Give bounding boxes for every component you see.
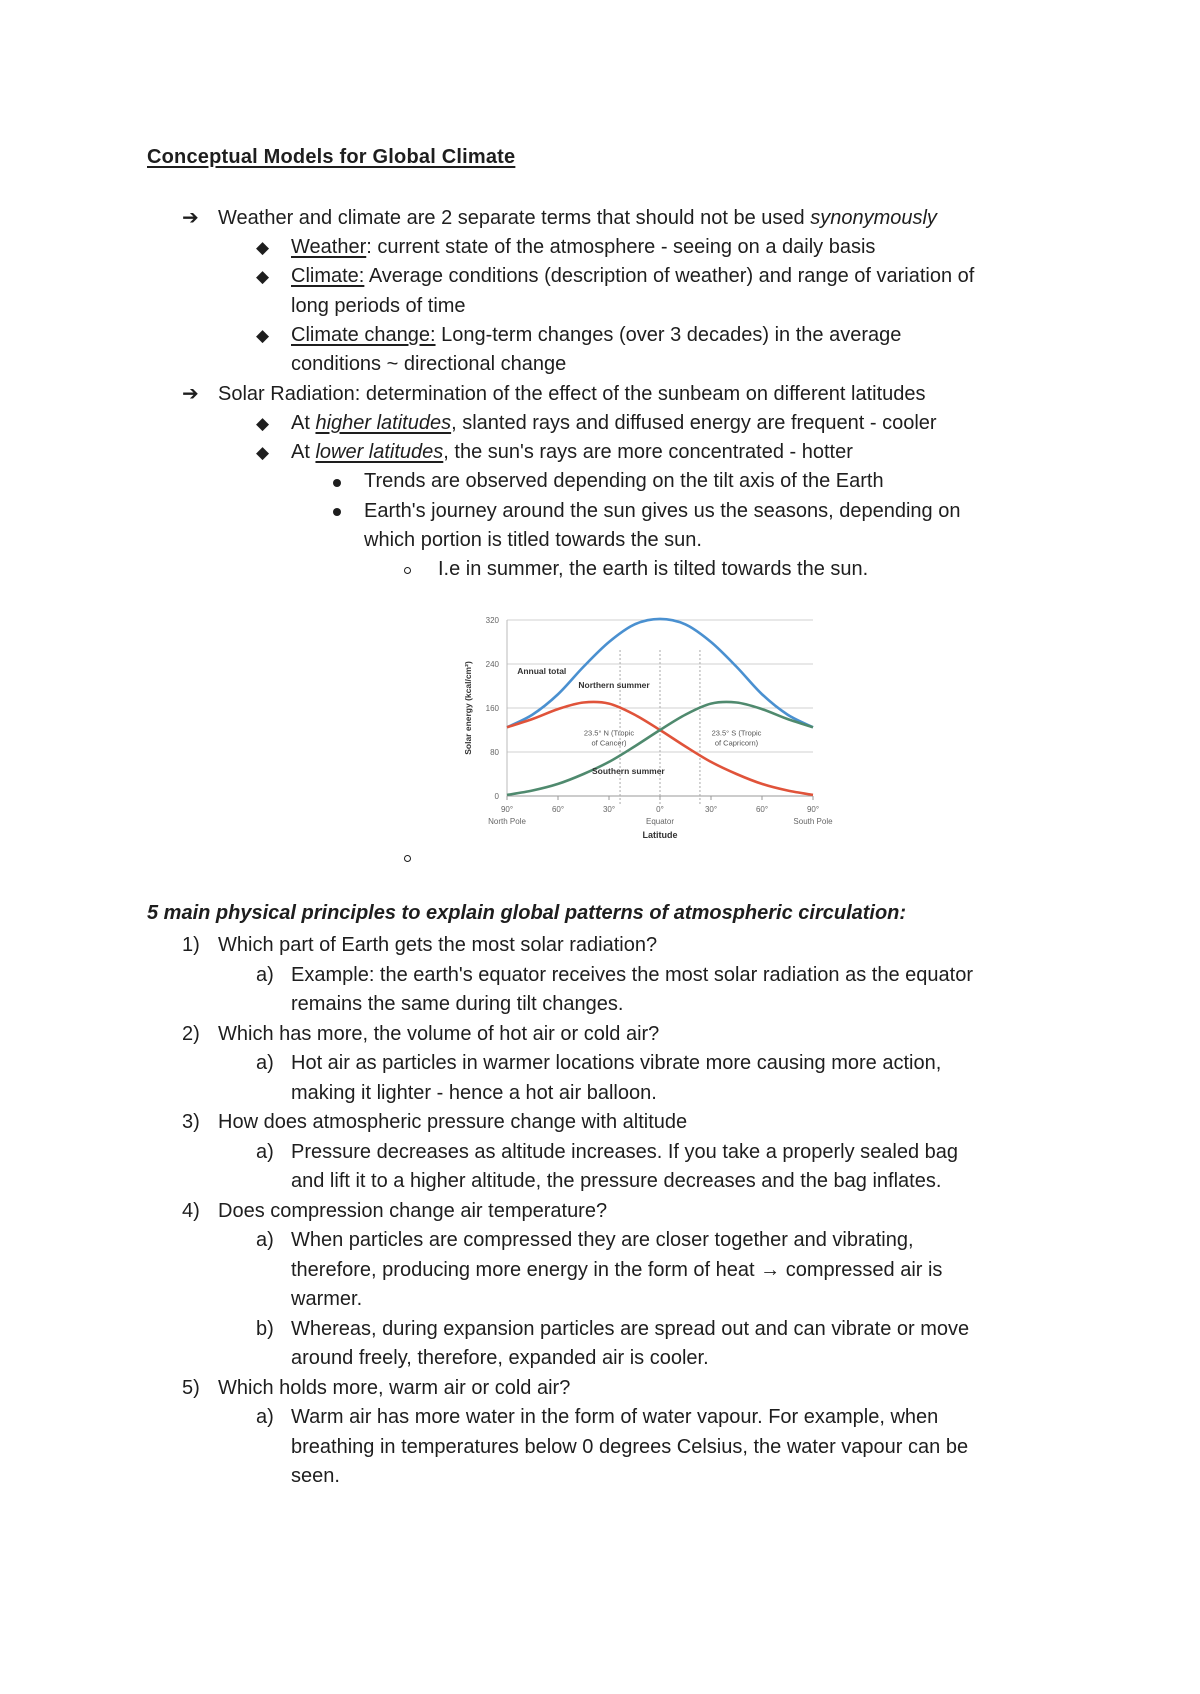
list-item-continuation: breathing in temperatures below 0 degrees Celsius, the water vapour can be xyxy=(291,1435,969,1458)
list-item: Pressure decreases as altitude increases. If you take a properly sealed bag xyxy=(291,1140,959,1163)
list-item-continuation: making it lighter - hence a hot air balloon. xyxy=(291,1081,657,1104)
list-item-continuation: therefore, producing more energy in the form of heat → compressed air is xyxy=(291,1258,943,1281)
list-number: 3) xyxy=(182,1111,200,1133)
y-tick-label: 160 xyxy=(485,704,499,713)
x-tick-label: 60° xyxy=(755,805,769,814)
annotation-label: 23.5° N (Tropic xyxy=(583,728,635,738)
list-item-continuation: long periods of time xyxy=(291,295,466,317)
y-tick-label: 80 xyxy=(490,748,499,757)
diamond-bullet-icon: ◆ xyxy=(256,414,270,433)
list-letter: a) xyxy=(256,1406,274,1428)
list-item-continuation: and lift it to a higher altitude, the pressure decreases and the bag inflates. xyxy=(291,1170,942,1192)
annotation-label: of Capricorn) xyxy=(714,738,759,748)
list-item-continuation: remains the same during tilt changes. xyxy=(291,993,624,1015)
y-tick-label: 320 xyxy=(485,616,499,625)
solar-energy-chart xyxy=(455,608,835,856)
y-axis-title: Solar energy (kcal/cm²) xyxy=(463,661,473,755)
list-item-continuation: which portion is titled towards the sun. xyxy=(364,529,702,551)
list-letter: a) xyxy=(256,1052,274,1074)
list-item-continuation: seen. xyxy=(291,1465,340,1487)
list-item: How does atmospheric pressure change with altitude xyxy=(218,1111,688,1133)
list-letter: a) xyxy=(256,1140,274,1163)
diamond-bullet-icon: ◆ xyxy=(256,326,270,345)
y-tick-label: 0 xyxy=(494,792,499,801)
x-tick-label: 60° xyxy=(551,805,565,814)
x-tick-label: 90° xyxy=(806,805,820,814)
list-item: Which holds more, warm air or cold air? xyxy=(218,1376,571,1399)
y-tick-label: 240 xyxy=(485,660,499,669)
list-letter: a) xyxy=(256,1229,274,1251)
diamond-bullet-icon: ◆ xyxy=(256,443,270,462)
x-tick-sublabel: North Pole xyxy=(488,817,526,826)
list-item: Warm air has more water in the form of water vapour. For example, when xyxy=(291,1406,939,1428)
list-item: At higher latitudes, slanted rays and diffused energy are frequent - cooler xyxy=(291,412,937,434)
list-item: Earth's journey around the sun gives us the seasons, depending on xyxy=(364,500,961,522)
list-item: Climate change: Long-term changes (over 3 decades) in the average xyxy=(291,324,902,346)
x-tick-label: 30° xyxy=(704,805,718,814)
arrow-bullet-icon: ➔ xyxy=(182,207,199,229)
x-tick-label: 30° xyxy=(602,805,616,814)
list-number: 2) xyxy=(182,1022,200,1045)
list-item-continuation: around freely, therefore, expanded air is cooler. xyxy=(291,1347,709,1369)
series-label: Southern summer xyxy=(592,766,665,776)
annotation-label: of Cancer) xyxy=(591,738,627,748)
list-item-continuation: warmer. xyxy=(291,1288,363,1310)
dot-bullet-icon xyxy=(333,508,341,516)
list-item: Hot air as particles in warmer locations vibrate more causing more action, xyxy=(291,1052,942,1074)
list-number: 4) xyxy=(182,1199,200,1222)
list-number: 1) xyxy=(182,934,200,956)
series-label: Annual total xyxy=(517,665,567,676)
x-tick-label: 90° xyxy=(500,805,514,814)
list-item: Trends are observed depending on the tilt axis of the Earth xyxy=(364,470,884,492)
list-item-continuation: conditions ~ directional change xyxy=(291,353,567,375)
x-axis-title: Latitude xyxy=(642,830,678,840)
list-item: Weather: current state of the atmosphere - seeing on a daily basis xyxy=(291,236,876,258)
document-title: Conceptual Models for Global Climate xyxy=(147,146,516,168)
list-item: Whereas, during expansion particles are spread out and can vibrate or move xyxy=(291,1317,970,1340)
dot-bullet-icon xyxy=(333,479,341,487)
x-tick-sublabel: Equator xyxy=(645,817,675,826)
list-item: Does compression change air temperature? xyxy=(218,1199,608,1222)
list-item: Example: the earth's equator receives the most solar radiation as the equator xyxy=(291,963,973,986)
list-item: Which part of Earth gets the most solar radiation? xyxy=(218,934,658,956)
list-item: Which has more, the volume of hot air or cold air? xyxy=(218,1022,660,1045)
list-item: I.e in summer, the earth is tilted towards the sun. xyxy=(438,558,869,580)
list-letter: a) xyxy=(256,963,274,986)
list-item: Climate: Average conditions (description of weather) and range of variation of xyxy=(291,265,975,287)
arrow-bullet-icon: ➔ xyxy=(182,383,199,405)
list-item: At lower latitudes, the sun's rays are more concentrated - hotter xyxy=(291,441,853,463)
section-heading: 5 main physical principles to explain global patterns of atmospheric circulation: xyxy=(147,902,907,924)
list-number: 5) xyxy=(182,1376,200,1399)
diamond-bullet-icon: ◆ xyxy=(256,267,270,286)
list-item: When particles are compressed they are closer together and vibrating, xyxy=(291,1229,914,1251)
series-label: Northern summer xyxy=(578,680,650,691)
list-letter: b) xyxy=(256,1317,274,1340)
diamond-bullet-icon: ◆ xyxy=(256,238,270,257)
circle-bullet-icon xyxy=(404,567,411,574)
circle-bullet-icon xyxy=(404,855,411,862)
x-tick-sublabel: South Pole xyxy=(793,817,833,826)
annotation-label: 23.5° S (Tropic xyxy=(711,728,762,738)
list-item: Solar Radiation: determination of the effect of the sunbeam on different latitudes xyxy=(218,383,926,405)
x-tick-label: 0° xyxy=(656,805,664,814)
list-item: Weather and climate are 2 separate terms that should not be used synonymously xyxy=(218,207,937,229)
